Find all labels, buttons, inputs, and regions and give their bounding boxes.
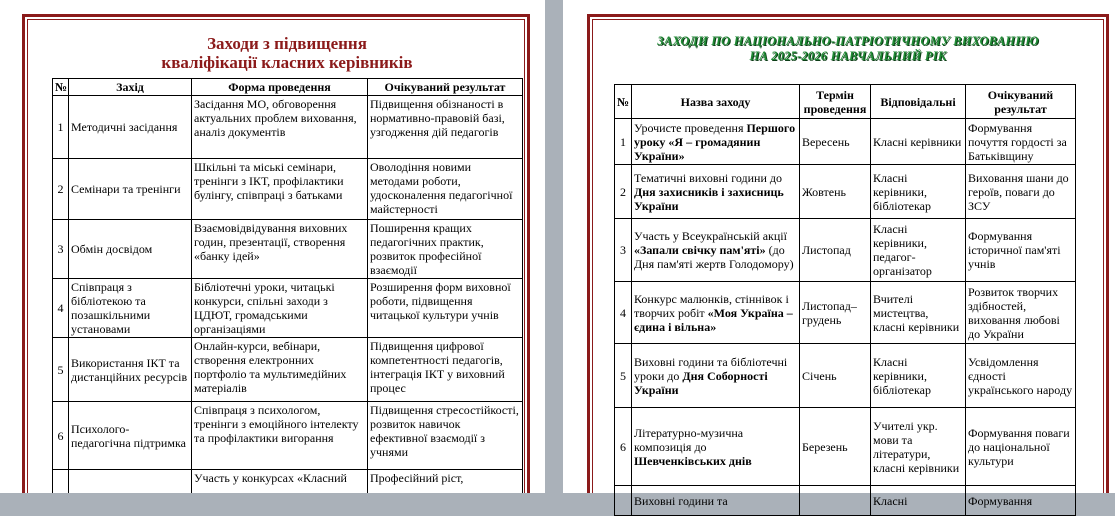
column-header: Термін проведення [800, 85, 871, 119]
event-term: Листопад [800, 219, 871, 282]
column-header: № [53, 79, 69, 96]
responsible: Класні керівники, педагог-організатор [871, 219, 966, 282]
event-title-emphasis: «Моя Україна – єдина і вільна» [634, 305, 793, 334]
expected-result: Виховання шани до героїв, поваги до ЗСУ [966, 165, 1076, 219]
title-line: НА 2025-2026 НАВЧАЛЬНИЙ РІК [749, 49, 947, 63]
column-header: Форма проведення [192, 79, 368, 96]
page-title [52, 34, 522, 72]
table-row [53, 279, 523, 338]
expected-result: Розширення форм виховної роботи, підвищення читацької культури учнів [368, 279, 523, 338]
event-term: Жовтень [800, 165, 871, 219]
row-number: 4 [615, 282, 632, 344]
expected-result: Усвідомлення єдності українського народу [966, 344, 1076, 408]
event-title [632, 282, 800, 344]
column-header: Очікуваний результат [966, 85, 1076, 119]
row-number [615, 486, 632, 516]
responsible: Класні [871, 486, 966, 516]
table-row [53, 470, 523, 494]
event-title-emphasis: Дня Соборності України [634, 368, 768, 397]
event-title [632, 119, 800, 165]
row-number [53, 470, 69, 494]
row-number: 6 [615, 408, 632, 486]
event-title-emphasis: Шевченківських днів [634, 453, 752, 468]
page-title [593, 34, 1103, 64]
event-title-emphasis: Першого уроку «Я – громадянин України» [634, 120, 796, 163]
event-title [632, 219, 800, 282]
event-term: Листопад–грудень [800, 282, 871, 344]
event-form: Засідання МО, обговорення актуальних проблем виховання, аналіз документів [192, 96, 368, 159]
responsible: Класні керівники, бібліотекар [871, 344, 966, 408]
event-title-emphasis: Дня захисників і захисниць України [634, 184, 784, 213]
document-page-left [0, 0, 545, 493]
expected-result: Поширення кращих педагогічних практик, розвиток професійної взаємодії [368, 220, 523, 279]
title-line: ЗАХОДИ ПО НАЦІОНАЛЬНО-ПАТРІОТИЧНОМУ ВИХОВАННЮ [657, 34, 1039, 48]
expected-result: Професійний ріст, [368, 470, 523, 494]
event-title-text: Виховні години та бібліотечні уроки до [634, 354, 788, 383]
event-title-emphasis: «Запали свічку пам'яті» [634, 243, 766, 257]
event-name [69, 470, 192, 494]
responsible: Учителі укр. мови та літератури, класні керівники [871, 408, 966, 486]
event-name: Співпраця з бібліотекою та позашкільними установами [69, 279, 192, 338]
table-row [615, 344, 1076, 408]
row-number: 2 [615, 165, 632, 219]
event-title [632, 344, 800, 408]
table-row [53, 402, 523, 470]
table-row [53, 159, 523, 220]
responsible: Вчителі мистецтва, класні керівники [871, 282, 966, 344]
event-title [632, 165, 800, 219]
row-number: 5 [615, 344, 632, 408]
column-header: Захід [69, 79, 192, 96]
row-number: 5 [53, 338, 69, 402]
event-title-text: Тематичні виховні години до [634, 170, 782, 185]
table-row [615, 486, 1076, 516]
event-title [632, 408, 800, 486]
event-form: Співпраця з психологом, тренінги з емоційного інтелекту та профілактики вигорання [192, 402, 368, 470]
event-name: Методичні засідання [69, 96, 192, 159]
patriotic-events-table [614, 84, 1076, 516]
event-term [800, 486, 871, 516]
table-row [615, 119, 1076, 165]
event-form: Бібліотечні уроки, читацькі конкурси, спільні заходи з ЦДЮТ, громадськими організаціями [192, 279, 368, 338]
table-row [615, 219, 1076, 282]
title-line: Заходи з підвищення [207, 34, 367, 53]
expected-result: Підвищення обізнаності в нормативно-правовій базі, узгодження дій педагогів [368, 96, 523, 159]
event-name: Обмін досвідом [69, 220, 192, 279]
row-number: 2 [53, 159, 69, 220]
event-term: Березень [800, 408, 871, 486]
row-number: 1 [615, 119, 632, 165]
event-title-text: Літературно-музична композиція до [634, 425, 744, 454]
responsible: Класні керівники, бібліотекар [871, 165, 966, 219]
expected-result: Формування почуття гордості за Батьківщину [966, 119, 1076, 165]
event-term: Вересень [800, 119, 871, 165]
row-number: 6 [53, 402, 69, 470]
table-row [615, 165, 1076, 219]
expected-result: Підвищення цифрової компетентності педагогів, інтеграція ІКТ у виховний процес [368, 338, 523, 402]
expected-result: Підвищення стресостійкості, розвиток навичок ефективної взаємодії з учнями [368, 402, 523, 470]
event-form: Онлайн-курси, вебінари, створення електронних портфоліо та мультимедійних матеріалів [192, 338, 368, 402]
event-title-text: Конкурс малюнків, стіннівок і творчих робіт [634, 291, 789, 320]
row-number: 3 [53, 220, 69, 279]
column-header: Відповідальні [871, 85, 966, 119]
row-number: 3 [615, 219, 632, 282]
event-term: Січень [800, 344, 871, 408]
responsible: Класні керівники [871, 119, 966, 165]
table-row [53, 96, 523, 159]
column-header: № [615, 85, 632, 119]
event-form: Взаємовідвідування виховних годин, презентації, створення «банку ідей» [192, 220, 368, 279]
event-title [632, 486, 800, 516]
table-row [615, 282, 1076, 344]
event-title-text: Участь у Всеукраїнській акції [634, 229, 787, 243]
event-title-text: Урочисте проведення [634, 120, 747, 135]
expected-result: Формування поваги до національної культури [966, 408, 1076, 486]
qualification-table [52, 78, 523, 493]
event-form: Шкільні та міські семінари, тренінги з ІКТ, профілактики булінгу, співпраці з батьками [192, 159, 368, 220]
event-title-text: Виховні години та [634, 493, 728, 508]
event-title-text: (до Дня пам'яті жертв Голодомору) [634, 243, 794, 271]
row-number: 4 [53, 279, 69, 338]
column-header: Очікуваний результат [368, 79, 523, 96]
expected-result: Розвиток творчих здібностей, виховання любові до України [966, 282, 1076, 344]
row-number: 1 [53, 96, 69, 159]
expected-result: Формування [966, 486, 1076, 516]
event-name: Використання ІКТ та дистанційних ресурсів [69, 338, 192, 402]
column-header: Назва заходу [632, 85, 800, 119]
table-row [615, 408, 1076, 486]
event-name: Психолого-педагогічна підтримка [69, 402, 192, 470]
event-form: Участь у конкурсах «Класний [192, 470, 368, 494]
table-row [53, 338, 523, 402]
title-line: кваліфікації класних керівників [161, 53, 413, 72]
event-name: Семінари та тренінги [69, 159, 192, 220]
table-row [53, 220, 523, 279]
expected-result: Оволодіння новими методами роботи, удосконалення педагогічної майстерності [368, 159, 523, 220]
expected-result: Формування історичної пам'яті учнів [966, 219, 1076, 282]
